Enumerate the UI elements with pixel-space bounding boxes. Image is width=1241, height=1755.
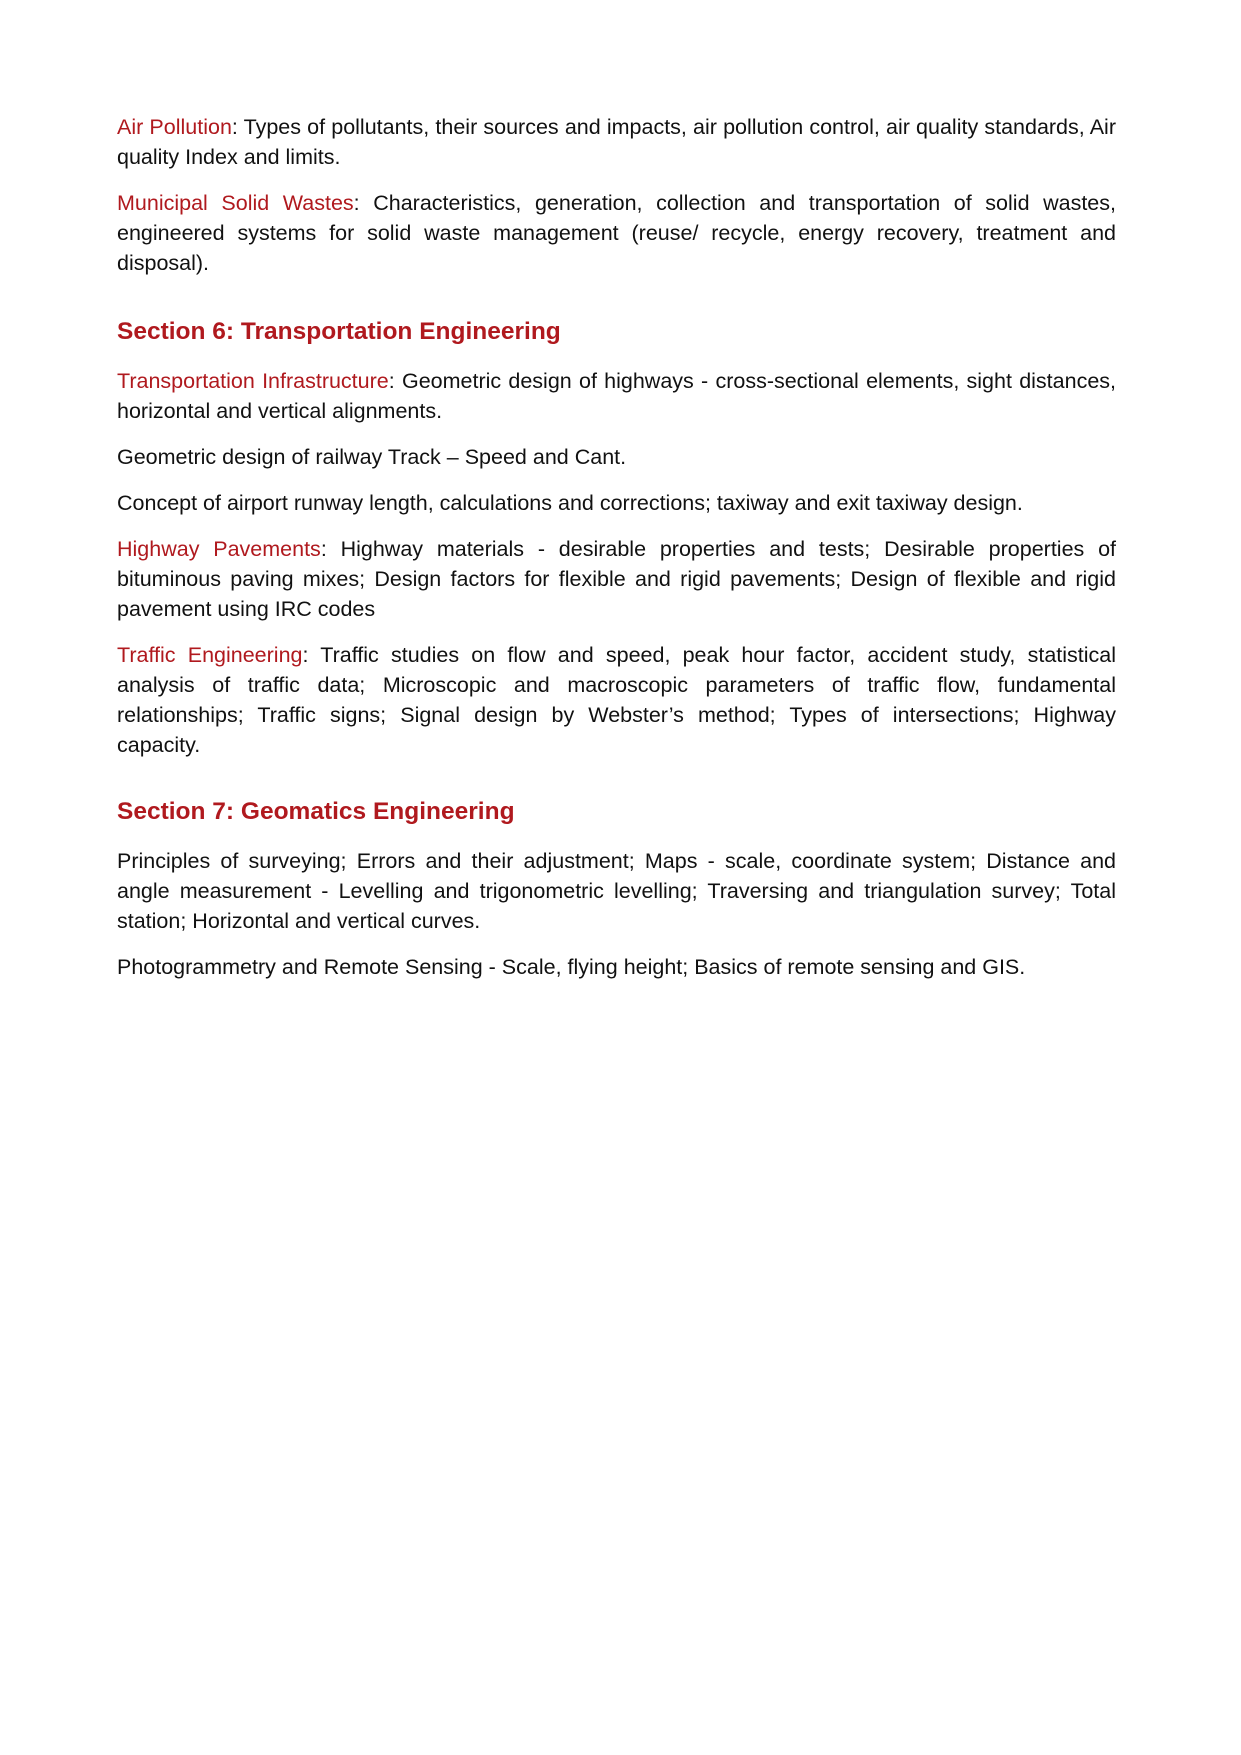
photogrammetry-paragraph: Photogrammetry and Remote Sensing - Scale, flying height; Basics of remote sensing and GIS. xyxy=(117,955,1026,979)
topic-transportation-infrastructure: Transportation Infrastructure xyxy=(117,369,389,393)
air-pollution-text: : Types of pollutants, their sources and impacts, air pollution control, air quality standards, Air quality Index and limits. xyxy=(117,115,1116,169)
highway-pavements-paragraph xyxy=(117,534,1116,624)
topic-highway-pavements: Highway Pavements xyxy=(117,537,321,561)
transportation-infrastructure-text: : Geometric design of highways - cross-sectional elements, sight distances, horizontal and vertical alignments. xyxy=(117,369,1116,423)
topic-municipal-solid-wastes: Municipal Solid Wastes xyxy=(117,191,354,215)
transportation-infrastructure-paragraph xyxy=(117,366,1116,426)
traffic-engineering-text: : Traffic studies on flow and speed, peak hour factor, accident study, statistical analysis of traffic data; Microscopic and macroscopic parameters of traffic flow, fundamental relationships; Traffic signs; Signal design by Webster’s method; Types of intersections; Highway capacity. xyxy=(117,643,1117,757)
highway-pavements-text: : Highway materials - desirable properties and tests; Desirable properties of bituminous paving mixes; Design factors for flexible and rigid pavements; Design of flexible and rigid pavement using IRC codes xyxy=(117,537,1117,621)
railway-paragraph: Geometric design of railway Track – Speed and Cant. xyxy=(117,445,627,469)
document-page xyxy=(117,112,1116,998)
municipal-solid-wastes-text: : Characteristics, generation, collection and transportation of solid wastes, engineered systems for solid waste management (reuse/ recycle, energy recovery, treatment and disposal). xyxy=(117,191,1116,275)
surveying-paragraph: Principles of surveying; Errors and their adjustment; Maps - scale, coordinate system; Distance and angle measurement - Levelling and trigonometric levelling; Traversing and triangulation survey; Total station; Horizontal and vertical curves. xyxy=(117,849,1116,933)
municipal-solid-wastes-paragraph xyxy=(117,188,1116,278)
air-pollution-paragraph xyxy=(117,112,1116,172)
section-6-heading: Section 6: Transportation Engineering xyxy=(117,318,561,345)
airport-paragraph: Concept of airport runway length, calculations and corrections; taxiway and exit taxiway design. xyxy=(117,491,1023,515)
topic-air-pollution: Air Pollution xyxy=(117,115,232,139)
section-7-heading: Section 7: Geomatics Engineering xyxy=(117,798,515,825)
traffic-engineering-paragraph xyxy=(117,640,1116,760)
topic-traffic-engineering: Traffic Engineering xyxy=(117,643,303,667)
